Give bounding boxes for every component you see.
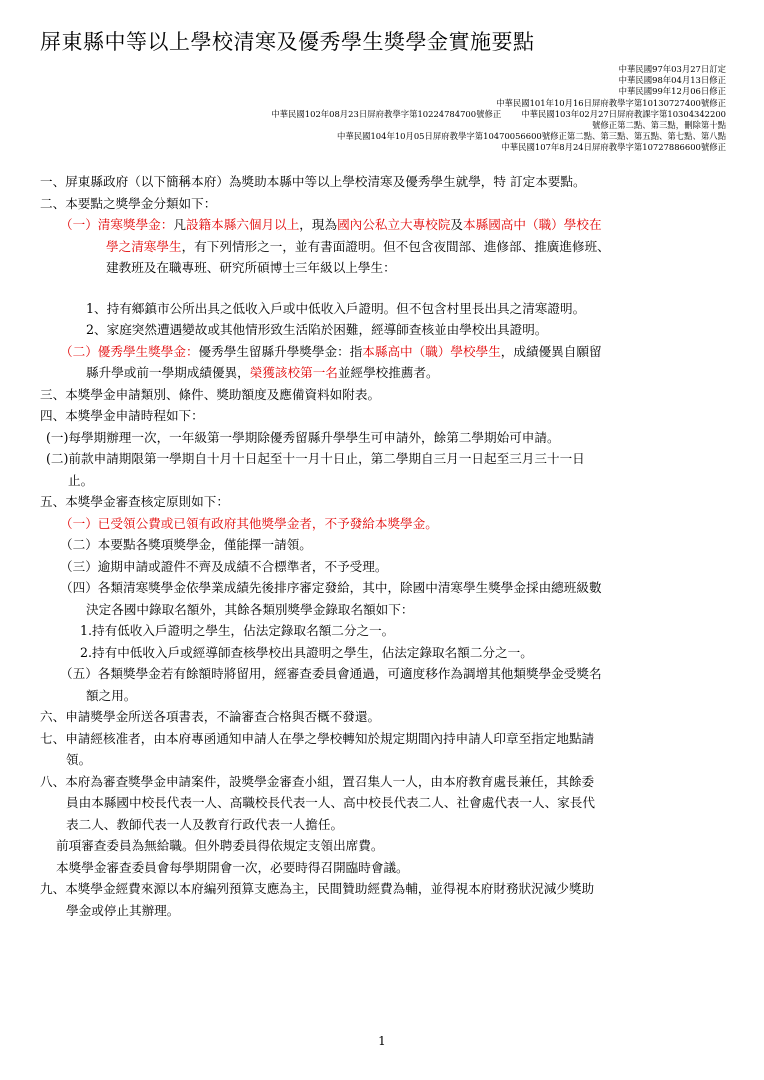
section-5-item-4: （四）各類清寒獎學金依學業成績先後排序審定發給，其中，除國中清寒學生獎學金採由總班級數 bbox=[60, 580, 602, 595]
section-4-item-2-cont: 止。 bbox=[68, 472, 94, 488]
text: 凡 bbox=[173, 217, 186, 232]
document-body bbox=[0, 171, 764, 921]
section-5-item-2: （二）本要點各獎項獎學金，僅能擇一請領。 bbox=[60, 537, 312, 552]
red-text: 設籍本縣六個月以上 bbox=[185, 217, 300, 232]
history-line: 中華民國103年02月27日屏府教課字第10304342200 bbox=[521, 108, 726, 119]
history-line: 中華民國98年04月13日修正 bbox=[618, 75, 726, 86]
section-1: 一、屏東縣政府（以下簡稱本府）為獎助本縣中等以上學校清寒及優秀學生就學，特 訂定本要點。 bbox=[40, 174, 586, 189]
section-5-item-1: （一）已受領公費或已領有政府其他獎學金者，不予發給本獎學金。 bbox=[60, 515, 438, 531]
text: 及 bbox=[450, 217, 463, 232]
red-text: 本縣高中（職）學校學生 bbox=[362, 343, 501, 359]
red-text: 國內公私立大專校院 bbox=[337, 217, 451, 232]
text: 優秀學生留縣升學獎學金：指 bbox=[198, 343, 363, 359]
section-5-item-5: （五）各類獎學金若有餘額時將留用，經審查委員會通過，可適度移作為調增其他類獎學金受獎名 bbox=[60, 666, 602, 681]
section-8: 八、本府為審查獎學金申請案件，設獎學金審查小組，置召集人一人，由本府教育處長兼任，其餘委 bbox=[40, 773, 595, 789]
history-row bbox=[86, 109, 726, 120]
section-5-item-4-cont: 決定各國中錄取名額外，其餘各類別獎學金錄取名額如下： bbox=[86, 601, 414, 617]
history-line: 中華民國99年12月06日修正 bbox=[618, 86, 726, 97]
amendment-history bbox=[86, 64, 726, 154]
section-8-para-2: 前項審查委員為無給職。但外聘委員得依規定支領出席費。 bbox=[56, 838, 384, 853]
quota-2: 2.持有中低收入戶或經導師查核學校出具證明之學生，佔法定錄取名額二分之一。 bbox=[80, 644, 533, 660]
section-6: 六、申請獎學金所送各項書表，不論審查合格與否概不發還。 bbox=[40, 709, 381, 724]
section-2-heading: 二、本要點之獎學金分類如下： bbox=[40, 195, 217, 211]
section-4-heading: 四、本獎學金申請時程如下： bbox=[40, 408, 204, 423]
section-7-cont: 領。 bbox=[66, 752, 92, 767]
quota-1: 1.持有低收入戶證明之學生，佔法定錄取名額二分之一。 bbox=[80, 623, 395, 638]
section-2-item-2 bbox=[0, 341, 764, 363]
section-5-item-3: （三）逾期申請或證件不齊及成績不合標準者，不予受理。 bbox=[60, 558, 388, 574]
section-2-item-1 bbox=[0, 214, 764, 236]
document-title: 屏東縣中等以上學校清寒及優秀學生獎學金實施要點 bbox=[40, 30, 535, 54]
text: ，現為 bbox=[299, 217, 338, 232]
page-number: 1 bbox=[378, 1034, 386, 1048]
history-line: 中華民國102年08月23日屏府教學字第10224784700號修正 bbox=[271, 108, 502, 119]
red-text: （二）優秀學生獎學金： bbox=[60, 343, 199, 359]
history-line: 中華民國104年10月05日屏府教學字第10470056600號修正第二點、第三點、第五點、第七點、第八點 bbox=[336, 131, 726, 142]
red-text: （一）清寒獎學金： bbox=[60, 217, 174, 232]
red-text: 榮獲該校第一名 bbox=[249, 365, 338, 380]
text: 縣升學或前一學期成績優異， bbox=[86, 365, 250, 380]
history-line: 號修正第二點、第三點，刪除第十點 bbox=[592, 120, 726, 131]
history-line: 中華民國107年8月24日屏府教學字第10727886600號修正 bbox=[501, 142, 726, 153]
section-8-cont: 員由本縣國中校長代表一人、高職校長代表一人、高中校長代表二人、社會處代表一人、家長代 bbox=[66, 795, 595, 810]
section-2-item-2-cont bbox=[0, 362, 764, 384]
section-5-item-5-cont: 額之用。 bbox=[86, 687, 137, 703]
text: 並經學校推薦者。 bbox=[337, 365, 439, 380]
section-2-item-1-cont bbox=[0, 236, 764, 258]
section-2-item-1-cont: 建教班及在職專班、研究所碩博士三年級以上學生： bbox=[106, 260, 396, 275]
condition-2: 2、家庭突然遭遇變故或其他情形致生活陷於困難，經導師查核並由學校出具證明。 bbox=[86, 322, 548, 337]
section-7: 七、申請經核准者，由本府專函通知申請人在學之學校轉知於規定期間內持申請人印章至指定地點請 bbox=[40, 730, 595, 746]
section-9-cont: 學金或停止其辦理。 bbox=[66, 902, 180, 918]
history-line: 中華民國101年10月16日屏府教學字第10130727400號修正 bbox=[496, 97, 726, 108]
section-8-cont: 表二人、教師代表一人及教育行政代表一人擔任。 bbox=[66, 816, 344, 832]
text: ，有下列情形之一，並有書面證明。但不包含夜間部、進修部、推廣進修班、 bbox=[181, 238, 610, 254]
section-5-heading: 五、本獎學金審查核定原則如下： bbox=[40, 494, 229, 509]
section-4-item-1: (一)每學期辦理一次，一年級第一學期除優秀留縣升學學生可申請外，餘第二學期始可申請。 bbox=[46, 429, 560, 445]
section-9: 九、本獎學金經費來源以本府編列預算支應為主，民間贊助經費為輔，並得視本府財務狀況減少獎助 bbox=[40, 881, 595, 896]
section-4-item-2: (二)前款申請期限第一學期自十月十日起至十一月十日止，第二學期自三月一日起至三月三十一日 bbox=[46, 451, 585, 466]
condition-1: 1、持有鄉鎮市公所出具之低收入戶或中低收入戶證明。但不包含村里長出具之清寒證明。 bbox=[86, 300, 586, 316]
red-text: 學之清寒學生 bbox=[106, 238, 182, 254]
section-8-para-3: 本獎學金審查委員會每學期開會一次，必要時得召開臨時會議。 bbox=[56, 859, 409, 875]
section-3: 三、本獎學金申請類別、條件、獎助額度及應備資料如附表。 bbox=[40, 386, 381, 402]
history-line: 中華民國97年03月27日訂定 bbox=[618, 64, 726, 74]
text: ，成績優異自願留 bbox=[500, 343, 602, 359]
red-text: 本縣國高中（職）學校在 bbox=[463, 217, 602, 232]
